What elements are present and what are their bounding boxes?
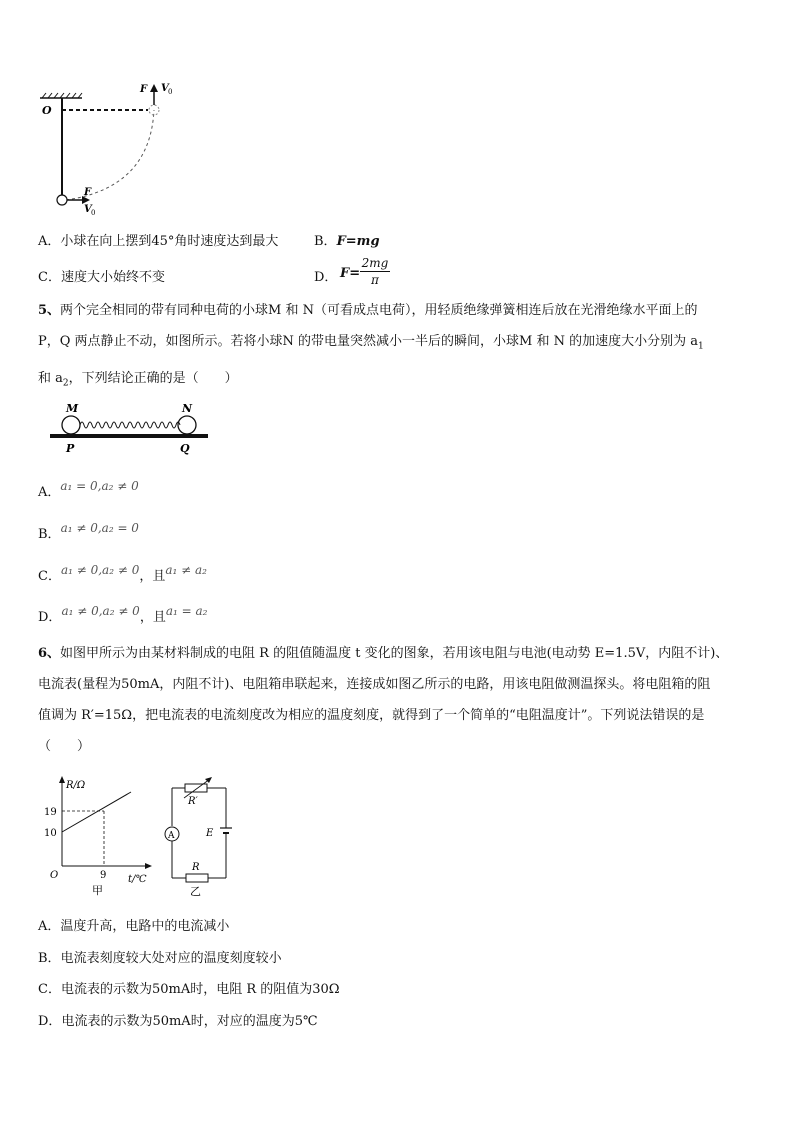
q5-stem: 5、两个完全相同的带有同种电荷的小球M 和 N（可看成点电荷），用轻质绝缘弹簧相连后放在光滑绝缘水平面上的 P，Q 两点静止不动，如图所示。若将小球N 的带电量突然减小一半后的瞬间，小球M 和 N 的加速度大小分别为 $a_1$ 和 $a_2$，下列结论正确的是（ ） <box>38 303 704 389</box>
q5-option-c[interactable]: C．a₁ ≠ 0,a₂ ≠ 0，且a₁ ≠ a₂ <box>38 563 207 584</box>
q6-option-d[interactable]: D．电流表的示数为50mA时，对应的温度为5℃ <box>38 1014 318 1029</box>
q5-option-b[interactable]: B．a₁ ≠ 0,a₂ = 0 <box>38 521 139 542</box>
label-v0-bottom: V <box>84 204 92 215</box>
circuit-ammeter: A <box>168 831 175 841</box>
q6-option-c[interactable]: C．电流表的示数为50mA时，电阻 R 的阻值为30Ω <box>38 982 340 997</box>
q6-option-b[interactable]: B．电流表刻度较大处对应的温度刻度较小 <box>38 951 282 966</box>
q4-option-b[interactable]: B．F=mg <box>314 234 380 249</box>
label-o: O <box>42 104 52 117</box>
graph-ylabel: R/Ω <box>66 780 86 791</box>
label-q: Q <box>180 442 190 455</box>
circuit-resistor: R <box>192 862 200 873</box>
label-p: P <box>66 442 75 455</box>
label-f-top: F <box>140 84 148 95</box>
q6-option-a[interactable]: A．温度升高，电路中的电流减小 <box>38 919 230 934</box>
label-f-bottom: F <box>84 187 92 198</box>
resistance-temperature-graph <box>36 774 156 896</box>
graph-xtick-9: 9 <box>100 870 107 881</box>
label-v0-top: V <box>161 83 169 94</box>
circuit-diagram <box>160 776 240 898</box>
q5-option-d[interactable]: D．a₁ ≠ 0,a₂ ≠ 0，且a₁ = a₂ <box>38 604 208 625</box>
graph-xlabel: t/℃ <box>128 874 147 885</box>
label-v0-bottom-sub: 0 <box>91 209 96 217</box>
label-v0-top-sub: 0 <box>168 88 173 96</box>
graph-caption: 甲 <box>92 884 103 896</box>
spring-figure <box>44 400 214 456</box>
circuit-r-prime: R′ <box>188 796 198 807</box>
circuit-caption: 乙 <box>190 885 201 898</box>
circuit-emf: E <box>206 828 214 839</box>
label-n: N <box>182 402 193 415</box>
q5-option-a[interactable]: A．a₁ = 0,a₂ ≠ 0 <box>38 479 139 500</box>
q4-option-a[interactable]: A．小球在向上摆到45°角时速度达到最大 <box>38 234 279 249</box>
label-m: M <box>66 402 79 415</box>
q6-stem: 6、如图甲所示为由某材料制成的电阻 R 的阻值随温度 t 变化的图象，若用该电阻与电池(电动势 E=1.5V，内阻不计)、 电流表(量程为50mA，内阻不计)、电阻箱串联起来，连接成如图乙所示的电路，用该电阻做测温探头。将电阻箱的阻 值调为 R′=15Ω，把电流表的电流刻度改为相应的温度刻度，就得到了一个简单的“电阻温度计”。下列说法错误的是 （ ） <box>38 646 729 754</box>
graph-ytick-19: 19 <box>44 807 57 818</box>
graph-ytick-10: 10 <box>44 828 57 839</box>
q4-option-c[interactable]: C．速度大小始终不变 <box>38 270 165 285</box>
fraction: 2mg π <box>361 256 389 287</box>
pendulum-figure <box>30 78 180 220</box>
graph-origin: O <box>50 870 59 881</box>
